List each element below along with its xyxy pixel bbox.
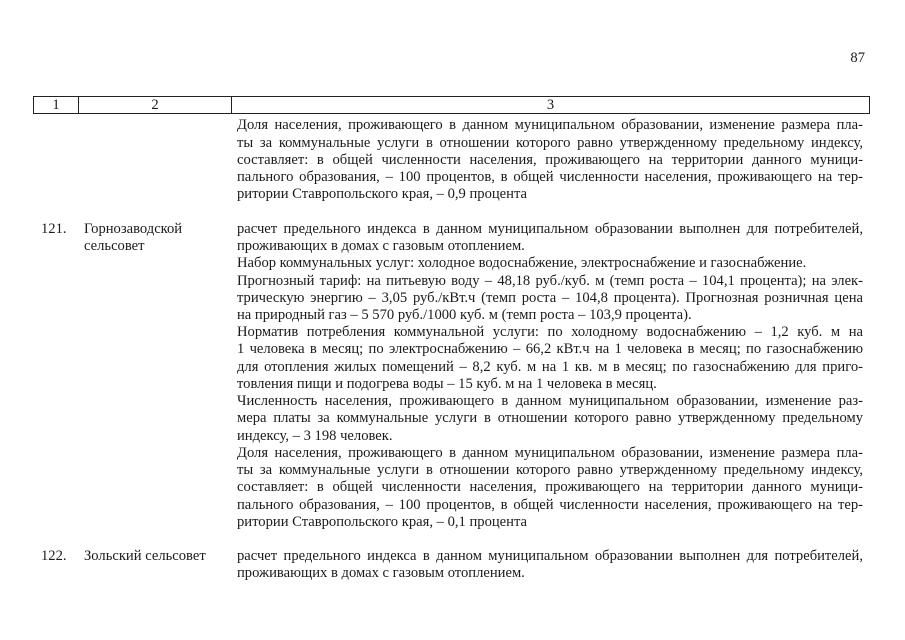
- row-number: 121.: [41, 220, 67, 237]
- text-line: пального образования, – 100 процентов, в общей численности населения, проживающего на тер-: [237, 496, 863, 513]
- text-line: ты за коммунальные услуги в отношении которого равно утвержденному предельному индексу,: [237, 462, 863, 479]
- text-line: 1 человека в месяц; по электроснабжению – 66,2 кВт.ч на 1 человека в месяц; по газоснабжению: [237, 341, 863, 358]
- municipality-name: сельсовет: [84, 238, 145, 255]
- text-line: Численность населения, проживающего в данном муниципальном образовании, изменение раз-: [237, 393, 863, 410]
- paragraph: [237, 548, 863, 582]
- text-line: индексу, – 3 198 человек.: [237, 427, 393, 444]
- table-row: [0, 221, 905, 531]
- paragraph: [237, 221, 863, 255]
- table-row-continuation: [0, 117, 905, 203]
- row-number-cell: [41, 117, 84, 203]
- text-line: пального образования, – 100 процентов, в общей численности населения, проживающего на тер-: [237, 169, 863, 186]
- text-line: ритории Ставропольского края, – 0,9 процента: [237, 186, 528, 203]
- text-line: расчет предельного индекса в данном муниципальном образовании выполнен для потребителей,: [237, 220, 863, 237]
- row-number-cell: [41, 221, 84, 531]
- paragraph: [237, 445, 863, 531]
- municipality-cell: [84, 221, 237, 531]
- text-line: мера платы за коммунальные услуги в отношении которого равно утвержденному предельному: [237, 410, 863, 427]
- text-line: для отопления жилых помещений – 8,2 куб. м на 1 кв. м в месяц; по газоснабжению для приго-: [237, 358, 863, 375]
- municipality-cell: [84, 117, 237, 203]
- text-line: товления пищи и подогрева воды – 15 куб. м на 1 человека в месяц.: [237, 375, 657, 392]
- column-number-2: 2: [79, 97, 232, 113]
- text-line: проживающих в домах с газовым отоплением.: [237, 565, 525, 582]
- paragraph: [237, 255, 863, 272]
- text-line: составляет: в общей численности населения, проживающего на территории данного муници-: [237, 479, 863, 496]
- paragraph: [237, 393, 863, 445]
- text-line: проживающих в домах с газовым отоплением.: [237, 238, 525, 255]
- municipality-cell: [84, 548, 237, 582]
- text-line: Доля населения, проживающего в данном муниципальном образовании, изменение размера пла-: [237, 444, 863, 461]
- text-line: расчет предельного индекса в данном муниципальном образовании выполнен для потребителей,: [237, 548, 863, 565]
- paragraph: [237, 117, 863, 203]
- table-header-row: [33, 96, 870, 114]
- text-line: составляет: в общей численности населения, проживающего на территории данного муници-: [237, 151, 863, 168]
- column-number-1: 1: [34, 97, 79, 113]
- text-line: ты за коммунальные услуги в отношении которого равно утвержденному предельному индексу,: [237, 134, 863, 151]
- text-line: Прогнозный тариф: на питьевую воду – 48,18 руб./куб. м (темп роста – 104,1 процента); на элек-: [237, 272, 863, 289]
- row-number: 122.: [41, 548, 67, 565]
- paragraph: [237, 324, 863, 393]
- text-line: трическую энергию – 3,05 руб./кВт.ч (темп роста – 104,8 процента). Прогнозная розничная цена: [237, 289, 863, 306]
- text-line: Норматив потребления коммунальной услуги: по холодному водоснабжению – 1,2 куб. м на: [237, 324, 863, 341]
- page-number: 87: [850, 50, 865, 66]
- table-row: [0, 548, 905, 582]
- municipality-name: Горнозаводской: [84, 220, 183, 237]
- description-cell: [237, 548, 863, 582]
- description-cell: [237, 117, 863, 203]
- row-number-cell: [41, 548, 84, 582]
- text-line: на природный газ – 5 570 руб./1000 куб. м (темп роста – 103,9 процента).: [237, 306, 692, 323]
- description-cell: [237, 221, 863, 531]
- text-line: Набор коммунальных услуг: холодное водоснабжение, электроснабжение и газоснабжение.: [237, 255, 807, 272]
- table-body: [0, 117, 905, 582]
- text-line: ритории Ставропольского края, – 0,1 процента: [237, 513, 528, 530]
- municipality-name: Зольский сельсовет: [84, 548, 206, 565]
- column-number-3: 3: [546, 97, 555, 113]
- paragraph: [237, 273, 863, 325]
- text-line: Доля населения, проживающего в данном муниципальном образовании, изменение размера пла-: [237, 117, 863, 134]
